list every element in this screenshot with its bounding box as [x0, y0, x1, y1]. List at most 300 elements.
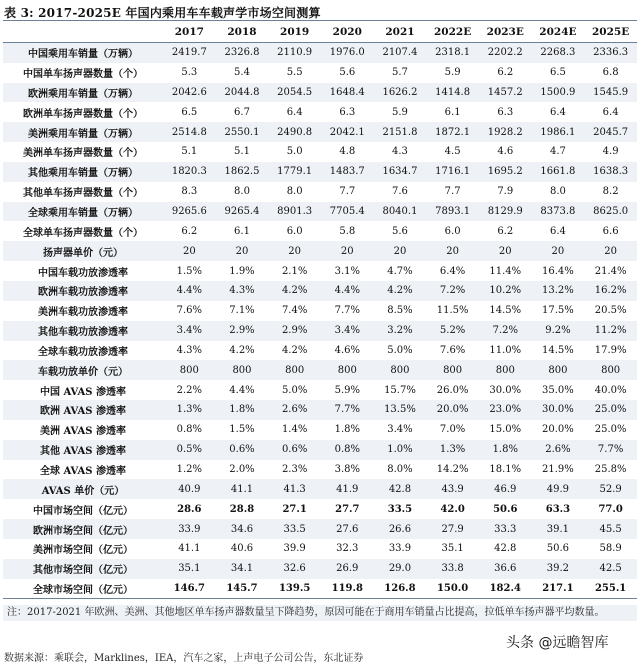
value-cell: 1500.9 [540, 86, 576, 98]
table-row [3, 221, 637, 241]
value-cell: 6.2 [181, 225, 198, 237]
row-label: 中国单车扬声器数量（个） [23, 69, 143, 81]
value-cell: 7.1% [229, 305, 255, 317]
table-row [3, 162, 637, 182]
table-row [3, 420, 637, 440]
value-cell: 5.9 [392, 106, 408, 118]
value-cell: 4.4% [334, 285, 360, 297]
value-cell: 1661.8 [540, 166, 576, 178]
value-cell: 1545.9 [593, 86, 629, 98]
row-label: 其他乘用车销量（万辆） [28, 168, 138, 180]
header-cell [3, 22, 163, 42]
value-cell: 0.6% [281, 444, 308, 456]
value-cell: 6.0 [444, 225, 461, 237]
header-cell: 2023E [479, 22, 532, 42]
header-cell: 2022E [426, 22, 479, 42]
value-cell: 1.0% [387, 444, 413, 456]
value-cell: 217.1 [532, 579, 585, 599]
value-cell: 26.9 [336, 563, 359, 575]
value-cell: 1414.8 [435, 86, 471, 98]
row-label: 中国乘用车销量（万辆） [28, 49, 138, 61]
value-cell: 7.7% [334, 404, 360, 416]
value-cell: 7.2% [439, 285, 466, 297]
table-row [3, 281, 637, 301]
value-cell: 2.9% [281, 325, 308, 337]
row-label: 车载功放单价（元） [38, 366, 128, 378]
value-cell: 39.1 [546, 523, 570, 535]
value-cell: 2202.2 [487, 47, 523, 59]
row-label: 欧洲单车扬声器数量（个） [23, 108, 143, 120]
value-cell: 5.6 [339, 67, 356, 79]
value-cell: 4.8 [339, 146, 356, 158]
value-cell: 26.6 [388, 523, 412, 535]
value-cell: 1.2% [176, 463, 203, 475]
row-label: 欧洲车载功放渗透率 [38, 287, 128, 299]
value-cell: 119.8 [321, 579, 374, 599]
value-cell: 9.2% [545, 325, 571, 337]
value-cell: 33.9 [388, 543, 412, 555]
value-cell: 20 [288, 245, 301, 257]
value-cell: 63.3 [545, 503, 571, 515]
value-cell: 13.2% [542, 285, 574, 297]
value-cell: 2.6% [545, 444, 571, 456]
header-cell: 2019 [268, 22, 321, 42]
value-cell: 27.1 [282, 503, 307, 515]
value-cell: 45.5 [599, 523, 622, 535]
value-cell: 33.3 [494, 523, 517, 535]
value-cell: 25.0% [594, 404, 627, 416]
value-cell: 6.2 [497, 225, 514, 237]
row-label: 中国 AVAS 渗透率 [40, 386, 126, 398]
row-label: 全球市场空间（亿元） [3, 579, 163, 599]
value-cell: 46.9 [494, 483, 517, 495]
value-cell: 6.3 [339, 106, 356, 118]
value-cell: 255.1 [584, 579, 637, 599]
value-cell: 9265.4 [224, 206, 260, 218]
value-cell: 7.6% [439, 344, 466, 356]
value-cell: 50.6 [546, 543, 570, 555]
value-cell: 2045.7 [593, 126, 629, 138]
value-cell: 6.4 [549, 106, 566, 118]
table-row [3, 241, 637, 261]
value-cell: 41.3 [283, 483, 306, 495]
value-cell: 0.6% [229, 444, 255, 456]
table-row [3, 102, 637, 122]
row-label: 美洲市场空间（亿元） [33, 545, 133, 557]
value-cell: 27.7 [335, 503, 360, 515]
row-label: 欧洲 AVAS 渗透率 [40, 406, 126, 418]
value-cell: 1820.3 [171, 166, 207, 178]
value-cell: 2.9% [229, 325, 255, 337]
value-cell: 40.9 [178, 483, 201, 495]
value-cell: 7.2% [492, 325, 518, 337]
value-cell: 800 [390, 364, 410, 376]
value-cell: 30.0% [489, 384, 522, 396]
table-row [3, 122, 637, 142]
row-label: 欧洲市场空间（亿元） [33, 525, 133, 537]
header-cell: 2024E [532, 22, 585, 42]
value-cell: 49.9 [546, 483, 570, 495]
value-cell: 126.8 [374, 579, 427, 599]
value-cell: 1976.0 [329, 47, 365, 59]
value-cell: 7705.4 [329, 206, 365, 218]
value-cell: 3.1% [334, 265, 360, 277]
table-row [3, 440, 637, 460]
value-cell: 3.4% [176, 325, 203, 337]
value-cell: 800 [179, 364, 199, 376]
value-cell: 77.0 [598, 503, 623, 515]
row-label: 美洲车载功放渗透率 [38, 307, 128, 319]
value-cell: 2042.6 [171, 86, 207, 98]
value-cell: 6.0 [286, 225, 303, 237]
value-cell: 8.0% [387, 463, 413, 475]
value-cell: 5.0% [387, 344, 413, 356]
value-cell: 20 [446, 245, 459, 257]
value-cell: 1.9% [229, 265, 255, 277]
value-cell: 20.0% [542, 424, 574, 436]
value-cell: 1928.2 [487, 126, 523, 138]
value-cell: 20 [604, 245, 617, 257]
value-cell: 800 [443, 364, 463, 376]
value-cell: 26.0% [436, 384, 469, 396]
value-cell: 1.3% [439, 444, 466, 456]
value-cell: 7893.1 [435, 206, 471, 218]
value-cell: 800 [337, 364, 357, 376]
value-cell: 35.0% [542, 384, 574, 396]
value-cell: 34.6 [230, 523, 254, 535]
value-cell: 6.4 [549, 225, 566, 237]
value-cell: 20 [498, 245, 512, 257]
value-cell: 2550.1 [224, 126, 260, 138]
value-cell: 2.3% [281, 463, 308, 475]
table-row [3, 499, 637, 519]
value-cell: 1626.2 [382, 86, 418, 98]
value-cell: 5.6 [392, 225, 408, 237]
value-cell: 0.8% [176, 424, 203, 436]
value-cell: 42.5 [599, 563, 622, 575]
value-cell: 2318.1 [435, 47, 471, 59]
table-row [3, 479, 637, 499]
row-label: 其他市场空间（亿元） [33, 565, 133, 577]
value-cell: 800 [232, 364, 252, 376]
value-cell: 20.5% [594, 305, 627, 317]
table-row [3, 380, 637, 400]
value-cell: 2054.5 [277, 86, 313, 98]
table-note: 注：2017-2021 年欧洲、美洲、其他地区单车扬声器数量呈下降趋势，原因可能在于商用车销量占比提高，拉低单车扬声器平均数量。 [3, 605, 637, 621]
value-cell: 5.5 [286, 67, 303, 79]
table-row [3, 559, 637, 579]
row-label: 欧洲乘用车销量（万辆） [28, 88, 138, 100]
table-row [3, 261, 637, 281]
value-cell: 1.3% [176, 404, 203, 416]
value-cell: 3.2% [387, 325, 413, 337]
row-label: 其他车载功放渗透率 [38, 327, 128, 339]
value-cell: 8.0 [234, 186, 250, 198]
value-cell: 2.0% [229, 463, 255, 475]
value-cell: 2042.1 [329, 126, 365, 138]
value-cell: 7.9 [497, 186, 514, 198]
value-cell: 2107.4 [382, 47, 418, 59]
value-cell: 6.4 [602, 106, 619, 118]
value-cell: 17.5% [542, 305, 574, 317]
value-cell: 41.1 [178, 543, 201, 555]
value-cell: 0.8% [334, 444, 360, 456]
value-cell: 4.3% [229, 285, 255, 297]
row-label: 扬声器单价（元） [43, 247, 123, 259]
value-cell: 58.9 [599, 543, 622, 555]
value-cell: 8901.3 [277, 206, 313, 218]
value-cell: 6.5 [549, 67, 566, 79]
value-cell: 1638.3 [593, 166, 629, 178]
value-cell: 20 [551, 245, 565, 257]
value-cell: 39.2 [546, 563, 570, 575]
value-cell: 1862.5 [224, 166, 260, 178]
value-cell: 20 [393, 245, 407, 257]
table-row [3, 202, 637, 222]
value-cell: 6.2 [497, 67, 514, 79]
value-cell: 7.6% [176, 305, 203, 317]
value-cell: 16.2% [594, 285, 627, 297]
value-cell: 4.2% [229, 344, 255, 356]
value-cell: 8.0 [286, 186, 303, 198]
value-cell: 40.0% [594, 384, 627, 396]
value-cell: 4.2% [281, 285, 308, 297]
value-cell: 182.4 [479, 579, 532, 599]
value-cell: 7.7% [597, 444, 624, 456]
value-cell: 50.6 [493, 503, 518, 515]
value-cell: 6.6 [602, 225, 619, 237]
value-cell: 28.6 [177, 503, 202, 515]
table-row [3, 42, 637, 62]
value-cell: 2110.9 [277, 47, 313, 59]
value-cell: 35.1 [441, 543, 464, 555]
value-cell: 1716.1 [435, 166, 471, 178]
value-cell: 5.3 [181, 67, 198, 79]
value-cell: 1457.2 [487, 86, 523, 98]
value-cell: 7.0% [439, 424, 466, 436]
value-cell: 4.3 [392, 146, 408, 158]
value-cell: 1695.2 [487, 166, 523, 178]
value-cell: 39.9 [283, 543, 306, 555]
value-cell: 2268.3 [540, 47, 576, 59]
value-cell: 139.5 [268, 579, 321, 599]
value-cell: 5.8 [339, 225, 356, 237]
value-cell: 145.7 [216, 579, 269, 599]
value-cell: 1986.1 [540, 126, 576, 138]
value-cell: 800 [548, 364, 568, 376]
value-cell: 23.0% [489, 404, 522, 416]
header-cell: 2018 [216, 22, 269, 42]
value-cell: 5.7 [392, 67, 408, 79]
value-cell: 4.2% [281, 344, 308, 356]
value-cell: 3.8% [334, 463, 360, 475]
header-cell: 2021 [374, 22, 427, 42]
value-cell: 1.8% [492, 444, 518, 456]
value-cell: 11.4% [489, 265, 522, 277]
value-cell: 8.5% [387, 305, 413, 317]
value-cell: 42.8 [388, 483, 412, 495]
table-row [3, 400, 637, 420]
value-cell: 30.0% [542, 404, 574, 416]
table-row [3, 360, 637, 380]
value-cell: 1648.4 [329, 86, 365, 98]
value-cell: 5.1 [234, 146, 250, 158]
value-cell: 2151.8 [382, 126, 418, 138]
value-cell: 8040.1 [382, 206, 418, 218]
value-cell: 1.8% [229, 404, 255, 416]
value-cell: 35.1 [178, 563, 201, 575]
table-body [3, 42, 637, 599]
value-cell: 8129.9 [487, 206, 523, 218]
value-cell: 33.9 [178, 523, 201, 535]
value-cell: 11.0% [489, 344, 522, 356]
value-cell: 20 [182, 245, 196, 257]
table-header-row [3, 22, 637, 42]
value-cell: 33.5 [387, 503, 413, 515]
row-label: 其他单车扬声器数量（个） [23, 188, 143, 200]
value-cell: 18.1% [489, 463, 522, 475]
value-cell: 16.4% [542, 265, 574, 277]
header-cell: 2025E [584, 22, 637, 42]
row-label: 中国车载功放渗透率 [38, 267, 128, 279]
table-row [3, 142, 637, 162]
value-cell: 4.5 [444, 146, 461, 158]
value-cell: 42.8 [494, 543, 517, 555]
value-cell: 25.0% [594, 424, 627, 436]
value-cell: 41.9 [336, 483, 359, 495]
value-cell: 20 [235, 245, 249, 257]
value-cell: 14.2% [436, 463, 469, 475]
value-cell: 4.7% [387, 265, 413, 277]
value-cell: 3.4% [387, 424, 413, 436]
value-cell: 6.4% [439, 265, 466, 277]
value-cell: 14.5% [542, 344, 574, 356]
table-row [3, 539, 637, 559]
value-cell: 800 [495, 364, 515, 376]
row-label: AVAS 单价（元） [41, 485, 125, 497]
value-cell: 3.4% [334, 325, 360, 337]
row-label: 全球 AVAS 渗透率 [40, 465, 126, 477]
value-cell: 32.6 [283, 563, 306, 575]
value-cell: 7.6 [392, 186, 408, 198]
table-row [3, 83, 637, 103]
row-label: 其他 AVAS 渗透率 [40, 446, 126, 458]
value-cell: 5.0% [281, 384, 308, 396]
value-cell: 1.8% [334, 424, 360, 436]
header-cell: 2020 [321, 22, 374, 42]
value-cell: 4.3% [176, 344, 203, 356]
value-cell: 11.2% [594, 325, 627, 337]
value-cell: 1779.1 [277, 166, 313, 178]
row-label: 美洲乘用车销量（万辆） [28, 128, 138, 140]
value-cell: 4.4% [176, 285, 203, 297]
value-cell: 20.0% [436, 404, 469, 416]
value-cell: 7.7% [334, 305, 360, 317]
value-cell: 13.5% [384, 404, 416, 416]
row-label: 中国市场空间（亿元） [33, 505, 133, 517]
value-cell: 15.0% [489, 424, 522, 436]
value-cell: 2490.8 [277, 126, 313, 138]
value-cell: 146.7 [163, 579, 216, 599]
value-cell: 1872.1 [435, 126, 471, 138]
value-cell: 5.0 [286, 146, 303, 158]
value-cell: 1634.7 [382, 166, 418, 178]
value-cell: 5.9 [444, 67, 461, 79]
value-cell: 8.3 [181, 186, 198, 198]
value-cell: 4.4% [229, 384, 255, 396]
value-cell: 32.3 [336, 543, 359, 555]
table-row [3, 182, 637, 202]
title-divider [3, 20, 637, 21]
value-cell: 7.7 [444, 186, 461, 198]
value-cell: 7.4% [281, 305, 308, 317]
row-label: 全球单车扬声器数量（个） [23, 227, 143, 239]
value-cell: 33.8 [441, 563, 464, 575]
value-cell: 27.6 [336, 523, 359, 535]
value-cell: 27.9 [441, 523, 464, 535]
value-cell: 40.6 [230, 543, 254, 555]
value-cell: 21.4% [594, 265, 627, 277]
value-cell: 9265.6 [171, 206, 207, 218]
value-cell: 4.9 [602, 146, 619, 158]
value-cell: 28.8 [229, 503, 255, 515]
value-cell: 6.4 [286, 106, 303, 118]
value-cell: 25.8% [594, 463, 627, 475]
row-label: 全球乘用车销量（万辆） [28, 208, 138, 220]
value-cell: 10.2% [489, 285, 522, 297]
header-cell: 2017 [163, 22, 216, 42]
value-cell: 2044.8 [224, 86, 260, 98]
value-cell: 4.2% [387, 285, 413, 297]
row-label: 美洲 AVAS 渗透率 [40, 426, 126, 438]
value-cell: 800 [285, 364, 305, 376]
value-cell: 14.5% [489, 305, 522, 317]
value-cell: 21.9% [542, 463, 574, 475]
value-cell: 8.0 [549, 186, 566, 198]
value-cell: 4.7 [549, 146, 566, 158]
value-cell: 6.1 [234, 225, 250, 237]
table-title: 表 3: 2017-2025E 年国内乘用车车载声学市场空间测算 [4, 6, 321, 20]
value-cell: 150.0 [426, 579, 479, 599]
market-size-table [3, 22, 637, 599]
value-cell: 2.1% [281, 265, 308, 277]
value-cell: 17.9% [594, 344, 627, 356]
value-cell: 5.9% [334, 384, 360, 396]
table-row [3, 460, 637, 480]
value-cell: 52.9 [599, 483, 622, 495]
value-cell: 11.5% [436, 305, 469, 317]
value-cell: 5.4 [234, 67, 250, 79]
value-cell: 0.5% [176, 444, 203, 456]
watermark: 头条 @远瞻智库 [506, 635, 609, 651]
value-cell: 8.2 [602, 186, 619, 198]
value-cell: 4.6% [334, 344, 360, 356]
value-cell: 41.1 [230, 483, 254, 495]
value-cell: 1.5% [229, 424, 255, 436]
value-cell: 29.0 [388, 563, 412, 575]
value-cell: 42.0 [440, 503, 465, 515]
value-cell: 15.7% [384, 384, 416, 396]
value-cell: 36.6 [494, 563, 517, 575]
value-cell: 6.7 [234, 106, 250, 118]
value-cell: 33.5 [283, 523, 306, 535]
value-cell: 2419.7 [171, 47, 207, 59]
value-cell: 2326.8 [224, 47, 260, 59]
value-cell: 6.8 [602, 67, 619, 79]
value-cell: 1.5% [176, 265, 203, 277]
value-cell: 20 [340, 245, 354, 257]
value-cell: 8625.0 [593, 206, 629, 218]
